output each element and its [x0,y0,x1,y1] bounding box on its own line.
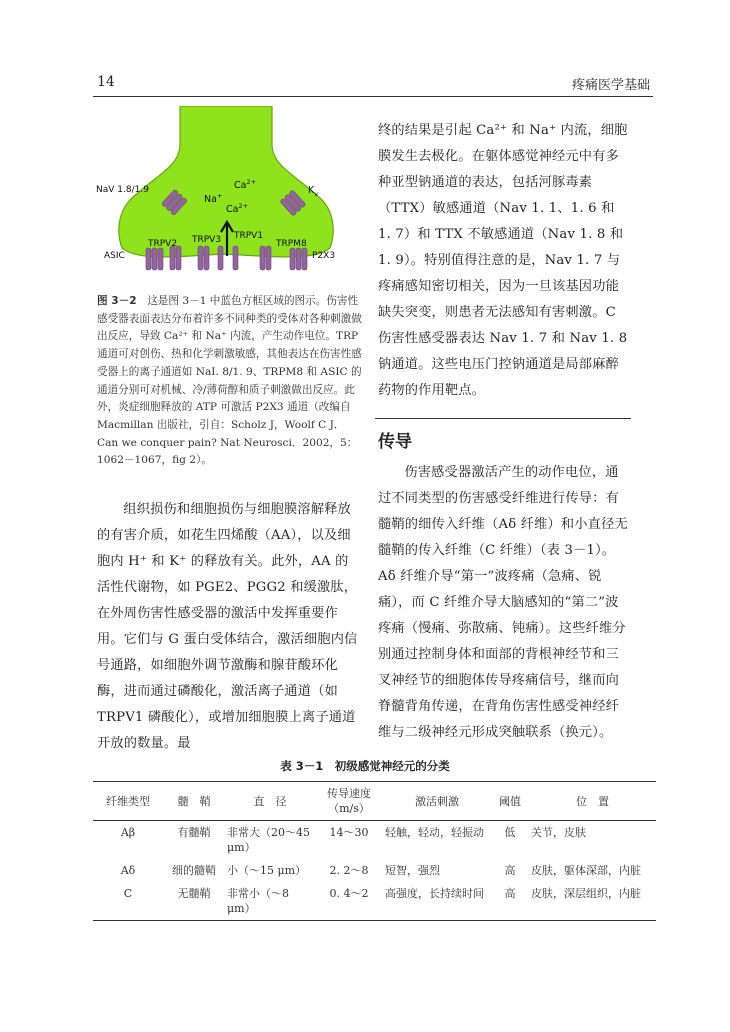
label-na: Na+ [204,192,223,205]
col-header: 传导速度（m/s） [315,782,383,821]
label-p2x3: P2X3 [312,251,336,261]
col-header: 直 径 [225,782,315,821]
figure-caption [97,293,365,470]
right-column-paragraph-1: 终的结果是引起 Ca²⁺ 和 Na⁺ 内流，细胞膜发生去极化。在躯体感觉神经元中有多种亚型钠通道的表达，包括河豚毒素（TTX）敏感通道（Nav 1. 1、1. 6 和 1. 7）和 TTX 不敏感通道（Nav 1. 8 和 1. 9）。特别值得注意的是，Nav 1. 7 与疼痛感知密切相关，因为一旦该基因功能缺失突变，则患者无法感知有害刺激。C 伤害性感受器表达 Nav 1. 7 和 Nav 1. 8 钠通道。这些电压门控钠通道是局部麻醉药物的作用靶点。 [378,123,628,398]
label-kv: $K_v$ [308,185,319,198]
figure-svg [94,106,354,290]
table-cell: 小（～15 μm） [227,864,307,877]
label-ca-upper: $Ca^{2+}$ [234,178,257,191]
left-column-paragraph: 组织损伤和细胞损伤与细胞膜溶解释放的有害介质，如花生四烯酸（AA），以及细胞内 H⁺ 和 K⁺ 的释放有关。此外，AA 的活性代谢物，如 PGE2、PGG2 和缓激肽，在外周伤害性感受器的激活中发挥重要作用。它们与 G 蛋白受体结合，激活细胞内信号通路，如细胞外调节激酶和腺苷酸环化酶，进而通过磷酸化，激活离子通道（如 TRPV1 磷酸化），或增加细胞膜上离子通道开放的数量。最 [97,502,358,751]
label-asic: ASIC [104,251,125,261]
table-cell: 短智，强烈 [385,864,440,877]
table-cell: 高强度，长持续时间 [383,882,491,921]
table-cell: 非常大（20～45 μm） [227,826,310,854]
caption-text: 这是图 3－1 中蓝色方框区域的图示。伤害性感受器表面表达分布着许多不同种类的受体对各种刺激做出反应，导致 Ca²⁺ 和 Na⁺ 内流，产生动作电位。TRP 通道可对创伤、热和化学刺激敏感，其他表达在伤害性感受器上的离子通道如 NaI. 8/1. 9、TRPM8 和 ASIC 的通道分别可对机械、冷/薄荷醇和质子刺激做出反应。此外，炎症细胞释放的 ATP 可激活 P2X3 通道（改编自 Macmillan 出版社，引自：Scholz J，Woolf C J．Can we conquer pain? Nat Neurosci．2002，5：1062－1067，fig 2）。 [97,295,362,467]
label-trpv1: TRPV1 [234,231,264,241]
table-cell: 轻触，轻动，轻振动 [385,826,484,839]
col-header: 阈值 [491,782,529,821]
table-cell: Aδ [120,864,136,877]
label-trpv3: TRPV3 [192,235,222,245]
section-heading: 传导 [378,432,412,452]
fiber-classification-table [93,781,656,921]
header-rule [93,96,653,97]
table-cell: 低 [504,826,516,839]
table-row [93,821,656,860]
section-rule [375,418,631,419]
running-header-title: 疼痛医学基础 [571,78,650,93]
channel-p2x3 [290,248,307,270]
table-cell: 皮肤，深层组织，内脏 [529,882,656,921]
table-cell: 关节，皮肤 [531,826,586,839]
table-row [93,882,656,921]
table-cell: 皮肤，躯体深部，内脏 [531,864,641,877]
table-title: 表 3－1 初级感觉神经元的分类 [280,759,450,773]
table-cell: 细的髓鞘 [172,864,216,877]
table-cell: C [93,882,163,921]
section-paragraph: 伤害感受器激活产生的动作电位，通过不同类型的伤害感受纤维进行传导：有髓鞘的细传入纤维（Aδ 纤维）和小直径无髓鞘的传入纤维（C 纤维）（表 3－1）。Aδ 纤维介导“第一”波疼痛（急痛、锐痛），而 C 纤维介导大脑感知的“第二”波疼痛（慢痛、弥散痛、钝痛）。这些纤维分别通过控制身体和面部的背根神经节和三叉神经节的细胞体传导疼痛信号，继而向脊髓背角传递，在背角伤害性感受神经纤维与二级神经元形成突触联系（换元）。 [378,465,628,740]
col-header: 髓 鞘 [163,782,225,821]
table-cell: Aβ [120,826,136,839]
label-trpm8: TRPM8 [276,239,307,249]
table-cell: 有髓鞘 [177,826,211,839]
table-cell: 0. 4～2 [315,882,383,921]
table-cell: 2. 2～8 [329,864,369,877]
channel-asic [146,248,163,270]
page-number: 14 [97,74,115,90]
caption-label: 图 3－2 [97,295,137,307]
nociceptor-terminal-figure [94,106,354,290]
label-nav: NaV 1.8/1.9 [96,185,149,195]
table-cell: 14～30 [329,826,369,839]
label-ca-lower: $Ca^{2+}$ [226,202,249,215]
col-header: 激活刺激 [383,782,491,821]
table-cell: 高 [504,864,516,877]
table-header-row [93,782,656,821]
table-cell: 非常小（～8 μm） [225,882,315,921]
label-trpv2: TRPV2 [148,239,178,249]
table-cell: 高 [491,882,529,921]
table-cell: 无髓鞘 [163,882,225,921]
col-header: 位 置 [529,782,656,821]
table-row [93,859,656,882]
col-header: 纤维类型 [93,782,163,821]
